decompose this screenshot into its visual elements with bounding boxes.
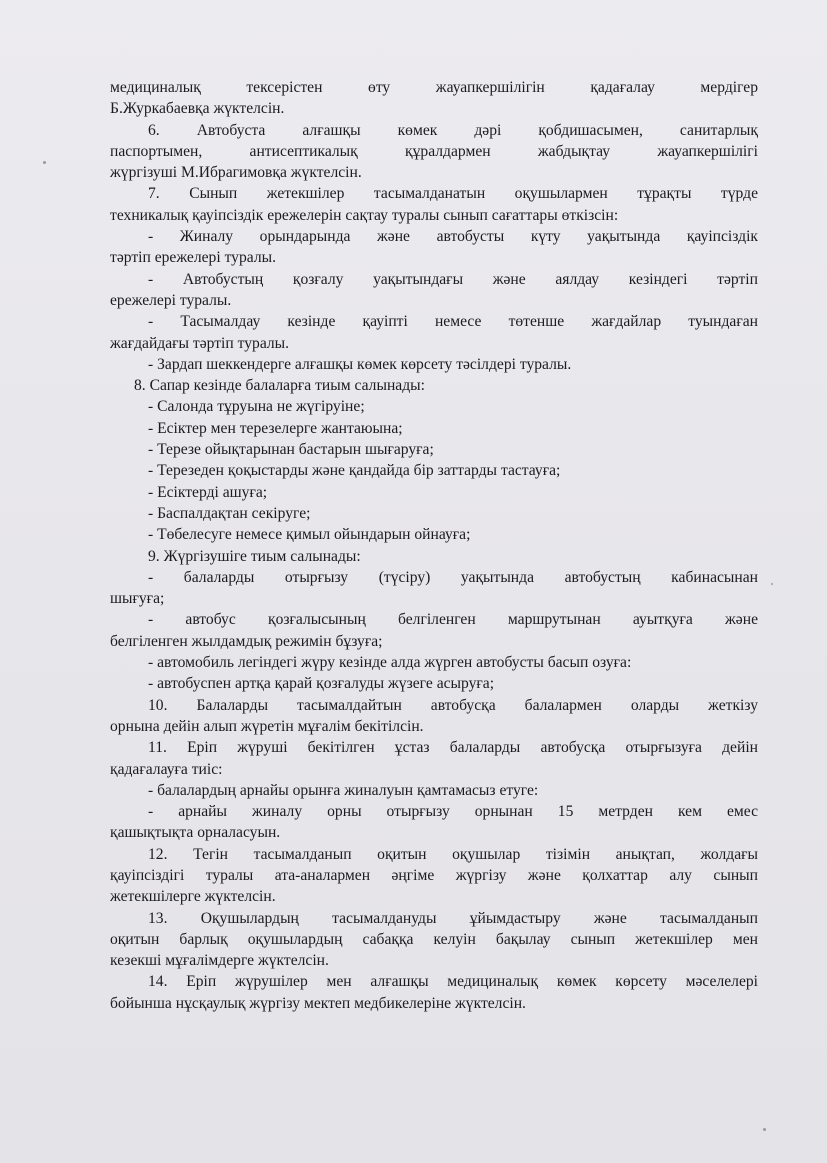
paragraph — [110, 354, 758, 375]
text-line: - Есіктер мен терезелерге жантаюына; — [148, 419, 403, 437]
text-line: бойынша нұсқаулық жүргізу мектеп медбикелеріне жүктелсін. — [110, 994, 526, 1012]
paragraph — [110, 780, 758, 801]
text-line: 11. Еріп жүруші бекітілген ұстаз балаларды автобусқа отырғызуға дейін — [148, 739, 758, 757]
paragraph — [110, 183, 758, 226]
text-line: 9. Жүргізушіге тиым салынады: — [148, 547, 361, 565]
paragraph — [110, 844, 758, 908]
text-line: - Тасымалдау кезінде қауіпті немесе төтенше жағдайлар туындаған — [148, 313, 758, 331]
text-line: 12. Тегін тасымалданып оқитын оқушылар тізімін анықтап, жолдағы — [148, 845, 758, 863]
text-line: 8. Сапар кезінде балаларға тиым салынады: — [134, 377, 425, 395]
paragraph — [110, 524, 758, 545]
text-line: қауіпсіздігі туралы ата-аналармен әңгіме жүргізу және қолхаттар алу сынып — [110, 866, 758, 884]
text-line: 14. Еріп жүрушілер мен алғашқы медициналық көмек көрсету мәселелері — [148, 973, 758, 991]
text-line: - балалардың арнайы орынға жиналуын қамтамасыз етуге: — [148, 781, 539, 799]
paragraph — [110, 269, 758, 312]
text-line: - арнайы жиналу орны отырғызу орнынан 15 метрден кем емес — [148, 803, 758, 821]
text-line: паспортымен, антисептикалық құралдармен жабдықтау жауапкершілігі — [110, 142, 758, 160]
scan-speck — [771, 583, 773, 585]
text-line: белгіленген жылдамдық режимін бұзуға; — [110, 632, 383, 650]
paragraph — [110, 503, 758, 524]
text-line: кезекші мұғалімдерге жүктелсін. — [110, 952, 329, 970]
text-line: қашықтықта орналасуын. — [110, 824, 281, 842]
text-line: 6. Автобуста алғашқы көмек дәрі қобдишасымен, санитарлық — [148, 121, 758, 139]
text-line: шығуға; — [110, 590, 165, 608]
text-line: - Терезеден қоқыстарды және қандайда бір заттарды тастауға; — [148, 462, 561, 480]
text-line: орнына дейін алып жүретін мұғалім бекітілсін. — [110, 717, 424, 735]
paragraph — [110, 567, 758, 610]
text-line: - автобус қозғалысының белгіленген маршрутынан ауытқуға және — [148, 611, 758, 629]
paragraph — [110, 396, 758, 417]
text-line: - Баспалдақтан секіруге; — [148, 504, 311, 522]
text-line: 7. Сынып жетекшілер тасымалданатын оқушылармен тұрақты түрде — [148, 185, 758, 203]
text-line: қадағалауға тиіс: — [110, 760, 223, 778]
paragraph — [110, 375, 758, 396]
text-line: тәртіп ережелері туралы. — [110, 249, 276, 267]
paragraph — [110, 737, 758, 780]
paragraph — [110, 482, 758, 503]
paragraph — [110, 77, 758, 120]
paragraph — [110, 652, 758, 673]
scan-speck — [763, 1128, 766, 1131]
text-line: - Автобустың қозғалу уақытындағы және аялдау кезіндегі тәртіп — [148, 270, 758, 288]
text-line: жүргізуші М.Ибрагимовқа жүктелсін. — [110, 164, 362, 182]
text-line: - Есіктерді ашуға; — [148, 483, 268, 501]
text-line: - автомобиль легіндегі жүру кезінде алда жүрген автобусты басып озуға: — [148, 654, 632, 672]
text-line: жағдайдағы тәртіп туралы. — [110, 334, 290, 352]
document-body — [110, 77, 758, 1014]
paragraph — [110, 311, 758, 354]
paragraph — [110, 971, 758, 1014]
text-line: Б.Журкабаевқа жүктелсін. — [110, 100, 285, 118]
text-line: - Терезе ойықтарынан бастарын шығаруға; — [148, 441, 434, 459]
paragraph — [110, 695, 758, 738]
paragraph — [110, 460, 758, 481]
text-line: 10. Балаларды тасымалдайтын автобусқа балалармен оларды жеткізу — [148, 696, 758, 714]
paragraph — [110, 418, 758, 439]
paragraph — [110, 120, 758, 184]
paragraph — [110, 226, 758, 269]
text-line: техникалық қауіпсіздік ережелерін сақтау туралы сынып сағаттары өткізсін: — [110, 206, 619, 224]
text-line: 13. Оқушылардың тасымалдануды ұйымдастыру және тасымалданып — [148, 909, 758, 927]
paragraph — [110, 609, 758, 652]
text-line: - Төбелесуге немесе қимыл ойындарын ойнауға; — [148, 526, 471, 544]
paragraph — [110, 673, 758, 694]
text-line: жетекшілерге жүктелсін. — [110, 888, 276, 906]
text-line: - Салонда тұруына не жүгіруіне; — [148, 398, 365, 416]
text-line: - балаларды отырғызу (түсіру) уақытында автобустың кабинасынан — [148, 568, 758, 586]
text-line: оқитын барлық оқушылардың сабаққа келуін бақылау сынып жетекшілер мен — [110, 930, 758, 948]
text-line: - Жиналу орындарында және автобусты күту уақытында қауіпсіздік — [148, 228, 758, 246]
paragraph — [110, 908, 758, 972]
text-line: ережелері туралы. — [110, 291, 232, 309]
paragraph — [110, 801, 758, 844]
text-line: - Зардап шеккендерге алғашқы көмек көрсету тәсілдері туралы. — [148, 355, 572, 373]
paragraph — [110, 439, 758, 460]
scan-speck — [43, 161, 46, 164]
text-line: медициналық тексерістен өту жауапкершілігін қадағалау мердігер — [110, 79, 758, 96]
text-line: - автобуспен артқа қарай қозғалуды жүзеге асыруға; — [148, 675, 495, 693]
paragraph — [110, 546, 758, 567]
